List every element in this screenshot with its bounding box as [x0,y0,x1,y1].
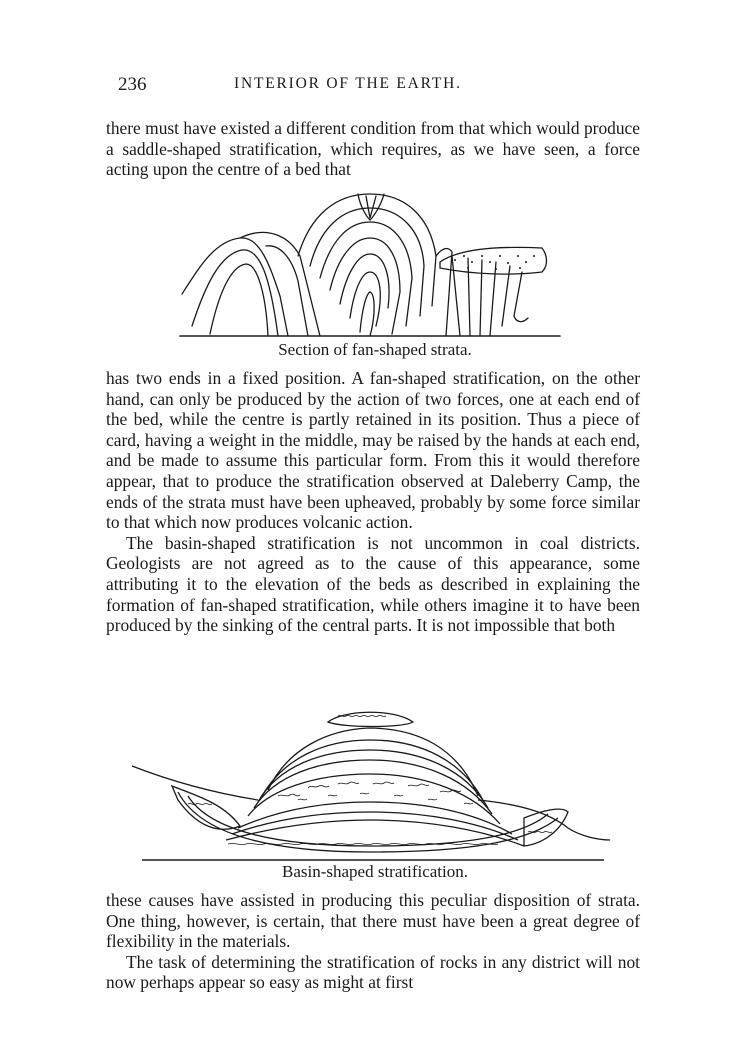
middle-paragraph: has two ends in a fixed position. A fan-shaped stratification, on the other hand, can only be produced by the action of two forces, one at each end of the bed, while the centre is partly retained in its position. Thus a piece of card, having a weight in the middle, may be raised by the hands at each end, and be made to assume this particular form. From this it would therefore appear, that to produce the stratification observed at Daleberry Camp, the ends of the strata must have been upheaved, probably by some force similar to that which now produces volcanic action. [106,368,640,533]
fan-shaped-strata-figure [170,186,570,344]
breccia-texture [188,715,552,844]
patch-dots [454,255,535,270]
basin-shaped-strata-figure [128,700,612,866]
basin-paragraph: The basin-shaped stratification is not uncommon in coal districts. Geologists are not agreed as to the cause of this appearance, some attributing it to the elevation of the beds as described in explaining the formation of fan-shaped stratification, while others imagine it to have been produced by the sinking of the central parts. It is not impossible that both [106,532,640,636]
page-number: 236 [118,74,147,95]
bottom-paragraph-2: The task of determining the stratification of rocks in any district will not now perhaps appear so easy as might at first [106,951,640,993]
top-paragraph: there must have existed a different condition from that which would produce a saddle-shaped stratification, which requires, as we have seen, a force acting upon the centre of a bed that [106,118,640,180]
bottom-paragraph-1: these causes have assisted in producing this peculiar disposition of strata. One thing, however, is certain, that there must have been a great degree of flexibility in the materials. [106,890,640,952]
running-title: INTERIOR OF THE EARTH. [234,75,462,92]
middle-paragraph-block [106,368,640,636]
running-head [118,74,638,100]
top-paragraph-block [106,118,640,180]
bottom-paragraph-block [106,890,640,993]
figure1-caption: Section of fan-shaped strata. [278,340,472,359]
figure2-caption: Basin-shaped stratification. [281,862,468,881]
